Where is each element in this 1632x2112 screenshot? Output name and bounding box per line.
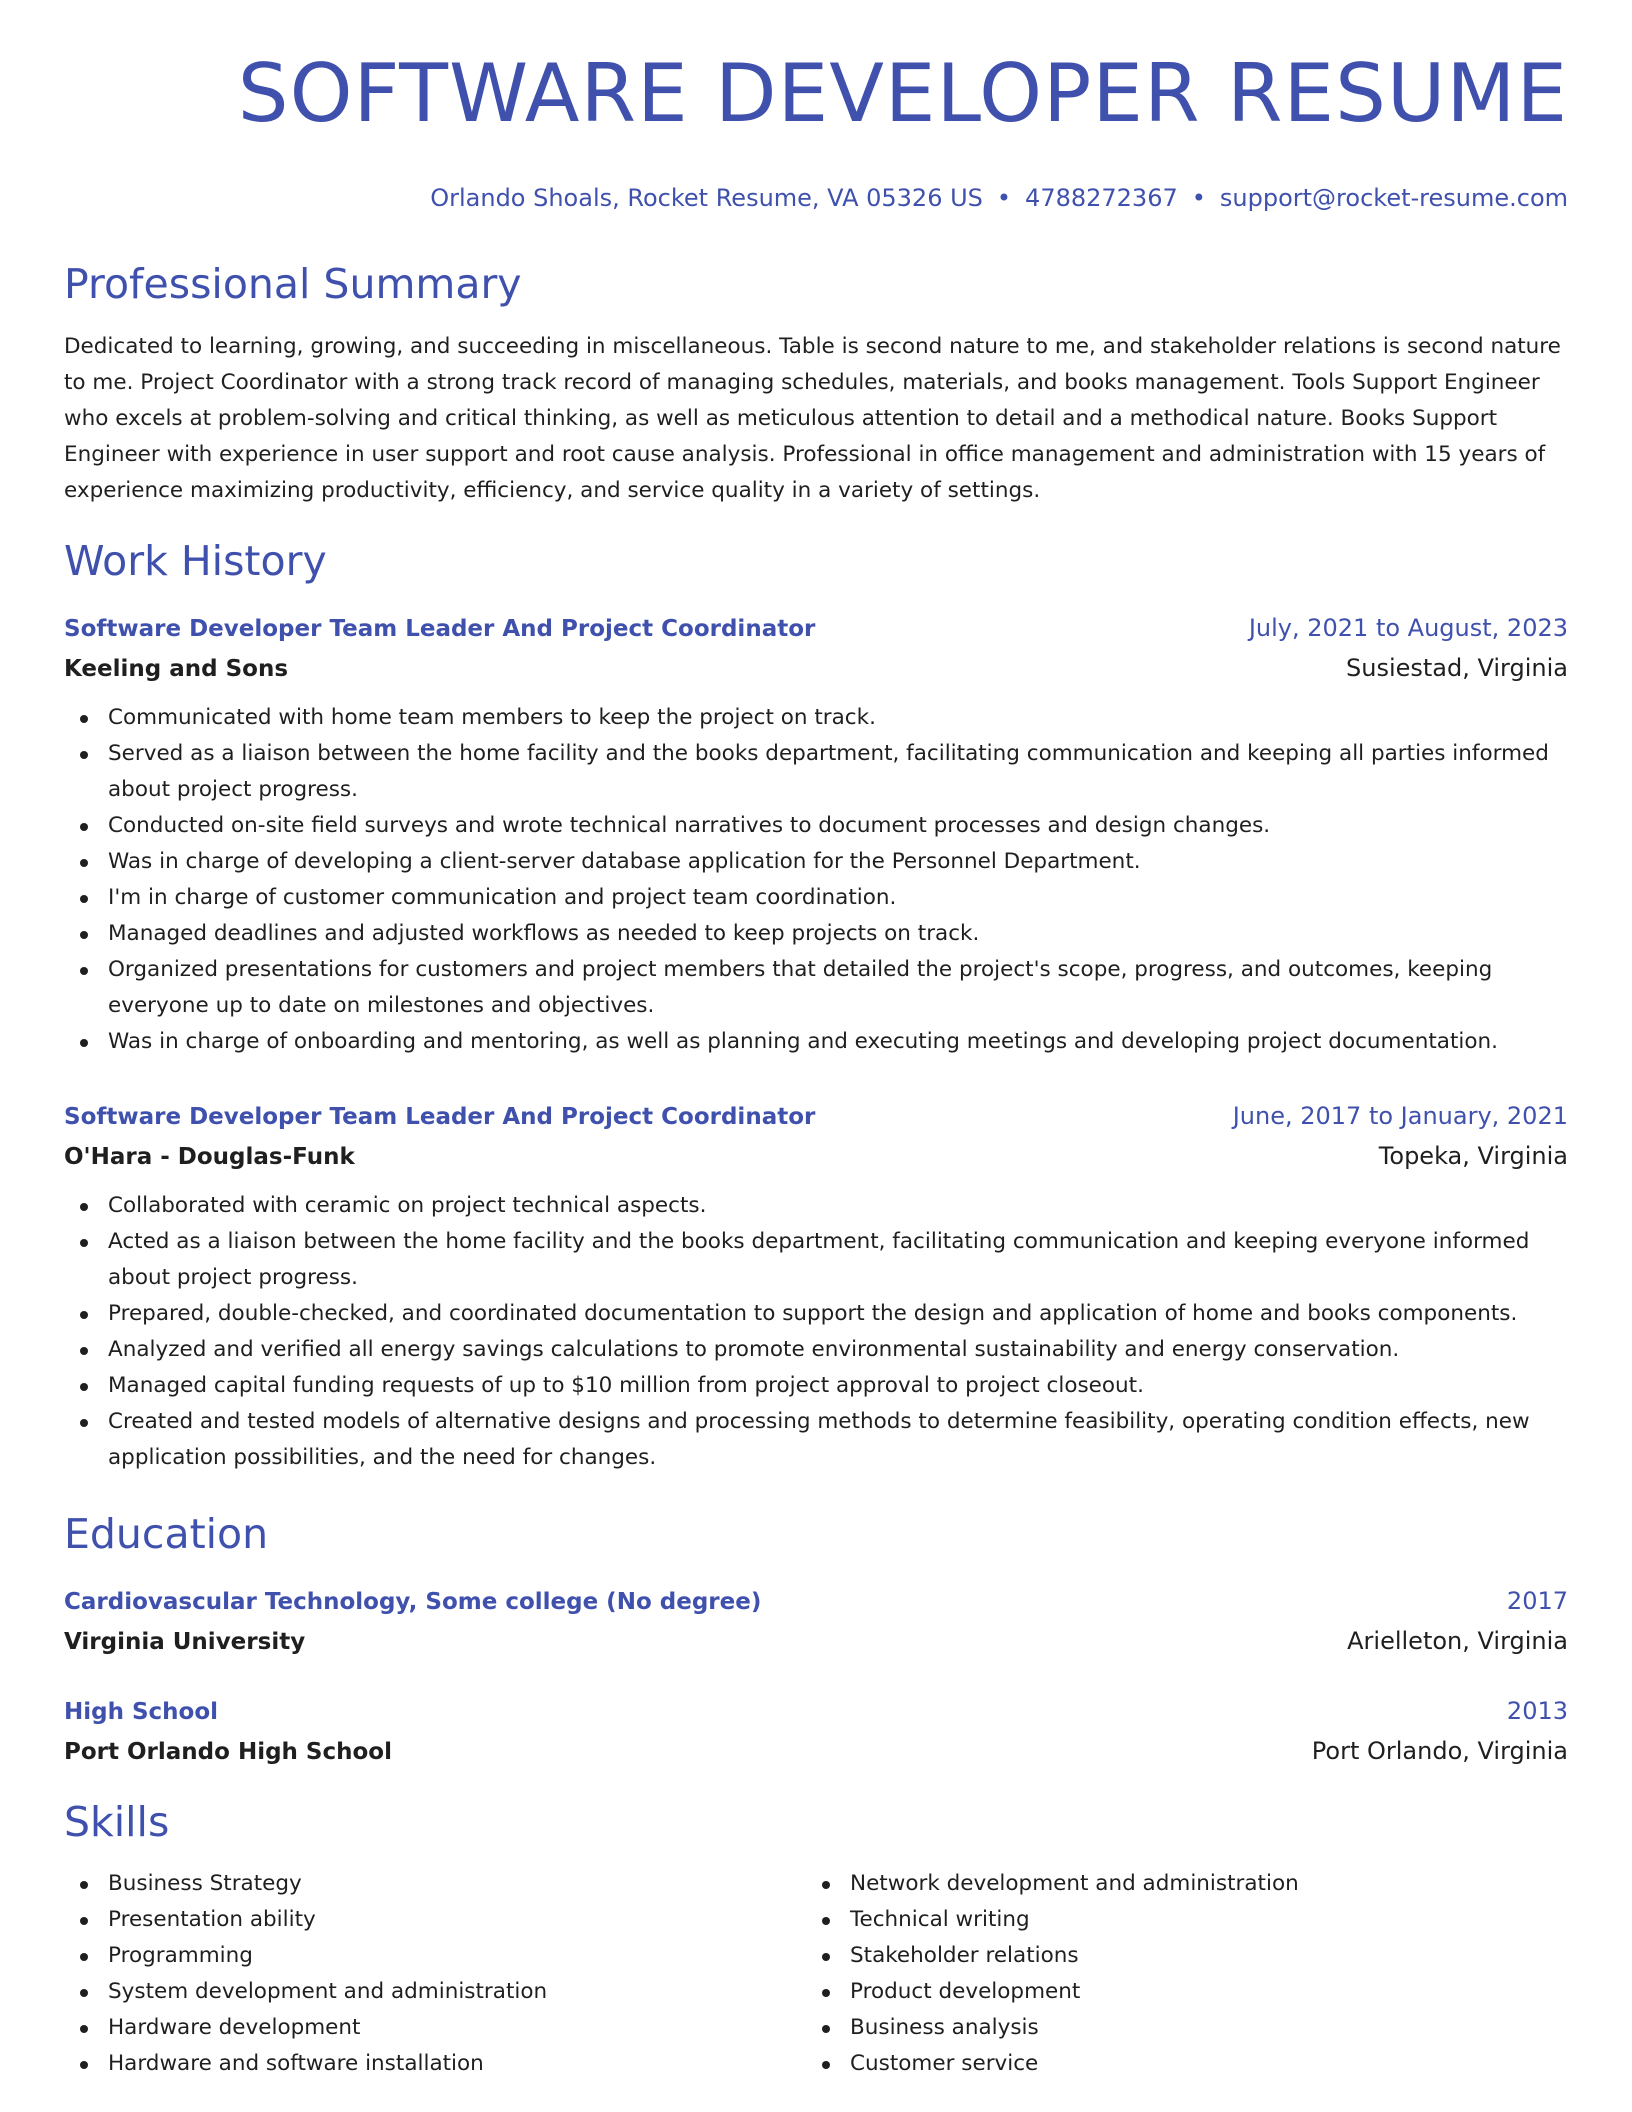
section-title-summary: Professional Summary [64,260,522,308]
education-year: 2017 [1506,1587,1568,1615]
job-subheader [64,1141,1568,1172]
list-item: System development and administration [64,1974,764,2010]
education-header [64,1696,1568,1727]
list-item: Acted as a liaison between the home facility and the books department, facilitating communication and keeping everyone informed about project progress. [64,1224,1568,1296]
resume-title: SOFTWARE DEVELOPER RESUME [237,47,1568,140]
list-item: Business Strategy [64,1866,764,1902]
section-title-education: Education [64,1510,269,1558]
list-item: Product development [806,1974,1506,2010]
job-header [64,1101,1568,1132]
job-bullets [64,700,1568,1060]
list-item: Hardware and software installation [64,2046,764,2082]
list-item: Was in charge of onboarding and mentoring, as well as planning and executing meetings and developing project documentation. [64,1024,1568,1060]
job-dates: July, 2021 to August, 2023 [1248,614,1568,642]
job-dates: June, 2017 to January, 2021 [1232,1102,1568,1130]
job-location: Topeka, Virginia [1378,1142,1568,1170]
list-item: Collaborated with ceramic on project technical aspects. [64,1188,1568,1224]
education-header [64,1586,1568,1617]
education-year: 2013 [1506,1697,1568,1725]
skills-list-left [64,1866,764,2082]
section-title-skills: Skills [64,1798,170,1846]
list-item: Organized presentations for customers and project members that detailed the project's scope, progress, and outcomes, keeping everyone up to date on milestones and objectives. [64,952,1568,1024]
job-company: Keeling and Sons [64,656,289,682]
job-bullets [64,1188,1568,1476]
list-item: Communicated with home team members to keep the project on track. [64,700,1568,736]
job-company: O'Hara - Douglas-Funk [64,1144,355,1170]
job-location: Susiestad, Virginia [1346,654,1568,682]
list-item: Hardware development [64,2010,764,2046]
list-item: Stakeholder relations [806,1938,1506,1974]
list-item: Conducted on-site field surveys and wrote technical narratives to document processes and design changes. [64,808,1568,844]
list-item: Managed capital funding requests of up to $10 million from project approval to project closeout. [64,1368,1568,1404]
list-item: Served as a liaison between the home facility and the books department, facilitating communication and keeping all parties informed about project progress. [64,736,1568,808]
education-degree: Cardiovascular Technology, Some college (No degree) [64,1589,762,1615]
section-title-work-history: Work History [64,537,327,585]
list-item: Presentation ability [64,1902,764,1938]
contact-separator: • [996,184,1012,212]
list-item: Programming [64,1938,764,1974]
job-header [64,613,1568,644]
summary-text: Dedicated to learning, growing, and succeeding in miscellaneous. Table is second nature to me, and stakeholder relations is second nature to me. Project Coordinator with a strong track record of managing schedules, materials, and books management. Tools Support Engineer who excels at problem-solving and critical thinking, as well as meticulous attention to detail and a methodical nature. Books Support Engineer with experience in user support and root cause analysis. Professional in office management and administration with 15 years of experience maximizing productivity, efficiency, and service quality in a variety of settings. [64,334,1561,503]
education-degree: High School [64,1699,219,1725]
education-subheader [64,1736,1568,1767]
job-subheader [64,653,1568,684]
list-item: Prepared, double-checked, and coordinated documentation to support the design and application of home and books components. [64,1296,1568,1332]
skills-list-right [806,1866,1506,2082]
contact-address: Orlando Shoals, Rocket Resume, VA 05326 US [430,184,983,212]
education-location: Arielleton, Virginia [1347,1627,1568,1655]
job-title: Software Developer Team Leader And Project Coordinator [64,1104,816,1130]
list-item: Technical writing [806,1902,1506,1938]
list-item: Was in charge of developing a client-server database application for the Personnel Department. [64,844,1568,880]
education-school: Port Orlando High School [64,1739,392,1765]
list-item: Created and tested models of alternative designs and processing methods to determine feasibility, operating condition effects, new application possibilities, and the need for changes. [64,1404,1568,1476]
education-school: Virginia University [64,1629,306,1655]
contact-separator: • [1191,184,1206,212]
list-item: Customer service [806,2046,1506,2082]
list-item: Analyzed and verified all energy savings calculations to promote environmental sustainability and energy conservation. [64,1332,1568,1368]
contact-email[interactable]: support@rocket-resume.com [1219,184,1568,212]
list-item: Network development and administration [806,1866,1506,1902]
list-item: Business analysis [806,2010,1506,2046]
contact-phone[interactable]: 4788272367 [1025,184,1178,212]
list-item: I'm in charge of customer communication and project team coordination. [64,880,1568,916]
job-title: Software Developer Team Leader And Project Coordinator [64,616,816,642]
contact-line [430,183,1568,213]
education-location: Port Orlando, Virginia [1311,1737,1568,1765]
list-item: Managed deadlines and adjusted workflows as needed to keep projects on track. [64,916,1568,952]
education-subheader [64,1626,1568,1657]
